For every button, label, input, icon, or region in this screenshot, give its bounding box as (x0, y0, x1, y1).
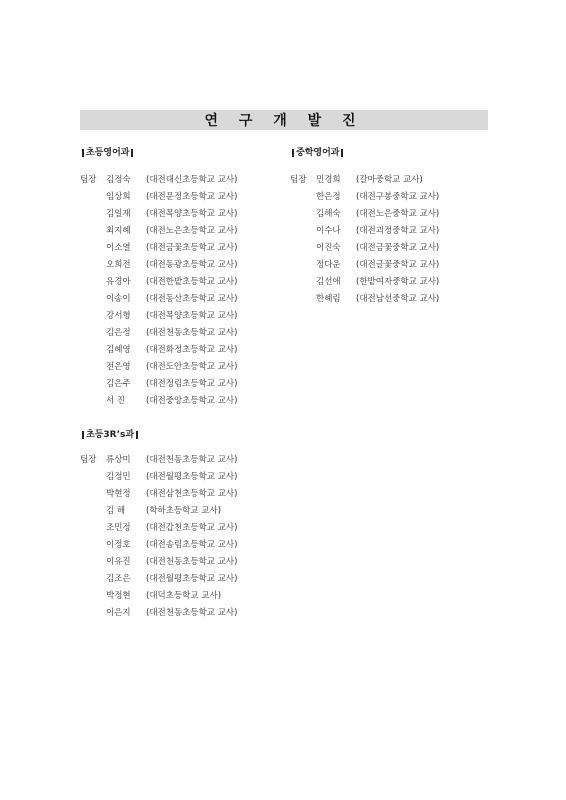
header-bar-right (131, 149, 133, 157)
member-school: (대전금꽃초등학교 교사) (146, 243, 238, 253)
member-row (80, 359, 237, 376)
member-school: (대전문정초등학교 교사) (146, 192, 238, 202)
member-school: (한밭여자중학교 교사) (356, 277, 440, 287)
header-bar-left (82, 431, 84, 439)
member-school: (대전삼천초등학교 교사) (146, 489, 238, 499)
member-row (290, 240, 439, 257)
member-school: (대전화정초등학교 교사) (146, 345, 238, 355)
page-title-bar (80, 110, 488, 130)
member-role (80, 308, 106, 325)
member-role (290, 206, 316, 223)
member-name: 김해숙 (316, 209, 341, 219)
header-bar-right (341, 149, 343, 157)
member-name: 이정호 (106, 540, 131, 550)
member-school: (대전동산초등학교 교사) (146, 294, 238, 304)
member-row (290, 274, 439, 291)
member-name: 김선애 (316, 277, 341, 287)
member-row (80, 291, 237, 308)
member-row (80, 206, 237, 223)
member-name: 김은정 (106, 328, 131, 338)
member-name: 이유진 (106, 557, 131, 567)
header-bar-right (136, 431, 138, 439)
section-header-middle-english (290, 146, 345, 160)
member-name: 강서형 (106, 311, 131, 321)
member-school: (대전중앙초등학교 교사) (146, 396, 238, 406)
member-role (80, 393, 106, 410)
member-list-elem-english (80, 172, 237, 410)
member-school: (대전노은초등학교 교사) (146, 226, 238, 236)
member-name: 박정현 (106, 591, 131, 601)
member-role (80, 376, 106, 393)
member-role (80, 291, 106, 308)
member-school: (대전월평초등학교 교사) (146, 574, 238, 584)
member-school: (대전천동초등학교 교사) (146, 608, 238, 618)
member-name: 최지혜 (106, 226, 131, 236)
member-role (80, 206, 106, 223)
member-name: 임상희 (106, 192, 131, 202)
member-row (80, 308, 237, 325)
member-row (290, 172, 439, 189)
header-bar-left (82, 149, 84, 157)
member-name: 한은정 (316, 192, 341, 202)
member-school: (대전송림초등학교 교사) (146, 540, 238, 550)
member-role: 팀장 (80, 455, 97, 465)
member-row (80, 189, 237, 206)
member-row (80, 571, 237, 588)
section-header-elem-3rs (80, 428, 140, 442)
member-row (290, 291, 439, 308)
member-school: (대전천동초등학교 교사) (146, 557, 238, 567)
member-role (80, 588, 106, 605)
member-role (80, 537, 106, 554)
member-row (80, 274, 237, 291)
member-list-elem-3rs (80, 452, 237, 622)
member-row (80, 393, 237, 410)
member-row (80, 376, 237, 393)
member-school: (대전도안초등학교 교사) (146, 362, 238, 372)
member-name: 김 해 (106, 506, 126, 516)
member-role (80, 503, 106, 520)
member-name: 유경아 (106, 277, 131, 287)
member-name: 김혜영 (106, 345, 131, 355)
member-role (290, 240, 316, 257)
member-role (80, 189, 106, 206)
member-role (80, 274, 106, 291)
member-role (80, 486, 106, 503)
member-name: 김조은 (106, 574, 131, 584)
member-name: 류상미 (106, 455, 131, 465)
member-name: 이소열 (106, 243, 131, 253)
member-list-middle-english (290, 172, 439, 308)
member-name: 박현정 (106, 489, 131, 499)
member-school: (대전목양초등학교 교사) (146, 209, 238, 219)
member-role (290, 274, 316, 291)
member-row (80, 469, 237, 486)
member-name: 이진숙 (316, 243, 341, 253)
member-school: (대전천동초등학교 교사) (146, 455, 238, 465)
member-row (80, 554, 237, 571)
member-row (80, 537, 237, 554)
member-role (290, 257, 316, 274)
member-row (80, 240, 237, 257)
member-row (80, 520, 237, 537)
member-school: (대전노은중학교 교사) (356, 209, 440, 219)
member-role (80, 605, 106, 622)
member-school: (학하초등학교 교사) (146, 506, 222, 516)
member-role (290, 189, 316, 206)
member-name: 조민정 (106, 523, 131, 533)
member-row (80, 486, 237, 503)
member-role (80, 469, 106, 486)
member-role (290, 291, 316, 308)
member-school: (대덕초등학교 교사) (146, 591, 222, 601)
member-school: (대전갑천초등학교 교사) (146, 523, 238, 533)
member-role (80, 520, 106, 537)
member-school: (대전천동초등학교 교사) (146, 328, 238, 338)
member-name: 한혜림 (316, 294, 341, 304)
member-school: (대전대신초등학교 교사) (146, 175, 238, 185)
member-row (290, 189, 439, 206)
member-name: 오희전 (106, 260, 131, 270)
header-bar-left (292, 149, 294, 157)
section-header-label: 초등영어과 (86, 148, 130, 158)
member-row (80, 223, 237, 240)
member-role (80, 359, 106, 376)
section-header-label: 초등3R’s과 (86, 430, 135, 440)
member-school: (대전목양초등학교 교사) (146, 311, 238, 321)
section-header-elem-english (80, 146, 135, 160)
member-school: (대전금꽃중학교 교사) (356, 243, 440, 253)
member-row (80, 588, 237, 605)
member-name: 민경희 (316, 175, 341, 185)
member-school: (대전한밭초등학교 교사) (146, 277, 238, 287)
member-name: 서 진 (106, 396, 126, 406)
member-row (80, 342, 237, 359)
member-name: 정다운 (316, 260, 341, 270)
member-role (80, 240, 106, 257)
member-role (80, 257, 106, 274)
member-row (80, 503, 237, 520)
member-name: 전은영 (106, 362, 131, 372)
page-title: 연 구 개 발 진 (204, 113, 364, 129)
member-role: 팀장 (290, 175, 307, 185)
member-name: 이은지 (106, 608, 131, 618)
member-row (290, 257, 439, 274)
member-role: 팀장 (80, 175, 97, 185)
member-row (80, 605, 237, 622)
member-row (80, 257, 237, 274)
member-name: 김일재 (106, 209, 131, 219)
member-role (80, 571, 106, 588)
member-school: (대전동광초등학교 교사) (146, 260, 238, 270)
member-school: (대전남선중학교 교사) (356, 294, 440, 304)
member-row (80, 325, 237, 342)
member-role (80, 342, 106, 359)
member-row (290, 206, 439, 223)
member-row (80, 172, 237, 189)
member-school: (대전월평초등학교 교사) (146, 472, 238, 482)
member-school: (대전구봉중학교 교사) (356, 192, 440, 202)
member-school: (갈마중학교 교사) (356, 175, 423, 185)
member-role (80, 554, 106, 571)
section-header-label: 중학영어과 (296, 148, 340, 158)
member-school: (대전괴정중학교 교사) (356, 226, 440, 236)
member-row (80, 452, 237, 469)
member-name: 김은주 (106, 379, 131, 389)
member-role (80, 325, 106, 342)
member-row (290, 223, 439, 240)
member-role (290, 223, 316, 240)
member-name: 김정숙 (106, 175, 131, 185)
member-name: 이수나 (316, 226, 341, 236)
member-school: (대전글꽃중학교 교사) (356, 260, 440, 270)
member-school: (대전정림초등학교 교사) (146, 379, 238, 389)
member-name: 이송이 (106, 294, 131, 304)
member-role (80, 223, 106, 240)
member-name: 김정민 (106, 472, 131, 482)
